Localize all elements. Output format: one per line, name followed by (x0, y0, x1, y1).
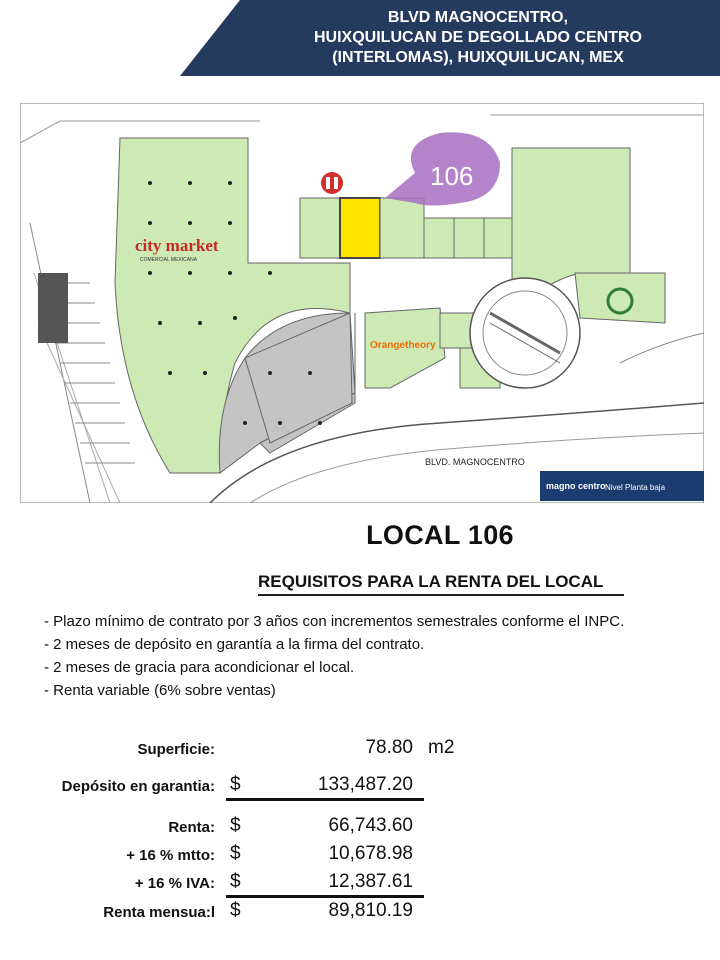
superficie-label: Superficie: (137, 741, 215, 758)
superficie-unit: m2 (428, 737, 455, 758)
address-line-3: (INTERLOMAS), HUIXQUILUCAN, MEX (332, 49, 624, 66)
restroom-icon (321, 172, 343, 194)
city-market-sublabel: COMERCIAL MEXICANA (140, 257, 198, 263)
legend-level: Nivel Planta baja (605, 483, 666, 492)
iva-label: + 16 % IVA: (134, 875, 215, 892)
requirement-item: - Renta variable (6% sobre ventas) (44, 679, 624, 702)
renta-mensual-currency: $ (230, 900, 241, 921)
address-line-1: BLVD MAGNOCENTRO, (387, 9, 569, 26)
requirements-list (44, 610, 624, 702)
heading-underline (258, 594, 624, 596)
store-114 (484, 218, 514, 258)
requirement-item: - 2 meses de depósito en garantía a la firma del contrato. (44, 633, 624, 656)
mtto-label: + 16 % mtto: (126, 847, 215, 864)
city-market-logo: city market (135, 236, 219, 255)
requirement-item: - Plazo mínimo de contrato por 3 años con incrementos semestrales conforme el INPC. (44, 610, 624, 633)
requirements-heading: REQUISITOS PARA LA RENTA DEL LOCAL (258, 572, 604, 591)
store-110 (424, 218, 454, 258)
address-line-2: HUIXQUILUCAN DE DEGOLLADO CENTRO (314, 29, 642, 46)
deposito-label: Depósito en garantia: (61, 778, 215, 795)
superficie-value: 78.80 (365, 737, 413, 758)
renta-mensual-value: 89,810.19 (328, 900, 413, 921)
deposito-rule (226, 798, 424, 801)
iva-currency: $ (230, 871, 241, 892)
store-f11 (575, 273, 665, 323)
stair-block (38, 273, 68, 343)
mtto-value: 10,678.98 (328, 843, 413, 864)
mtto-currency: $ (230, 843, 241, 864)
store-112 (454, 218, 484, 258)
orangetheory-logo: Orangetheory (370, 340, 436, 351)
renta-value: 66,743.60 (328, 815, 413, 836)
legend-brand: magno centro (546, 481, 606, 491)
road-label: BLVD. MAGNOCENTRO (425, 457, 525, 467)
deposito-currency: $ (230, 774, 241, 795)
requirement-item: - 2 meses de gracia para acondicionar el local. (44, 656, 624, 679)
renta-label: Renta: (168, 819, 215, 836)
page-title: LOCAL 106 (366, 520, 514, 550)
deposito-value: 133,487.20 (317, 774, 413, 795)
floor-plan (20, 103, 704, 503)
total-rule (226, 895, 424, 898)
local-106 (340, 198, 380, 258)
callout-local-number: 106 (430, 161, 474, 191)
store-108 (380, 198, 424, 258)
store-104 (300, 198, 340, 258)
iva-value: 12,387.61 (328, 871, 413, 892)
address-header (236, 8, 720, 68)
renta-mensual-label: Renta mensua:l (103, 904, 215, 921)
renta-currency: $ (230, 815, 241, 836)
